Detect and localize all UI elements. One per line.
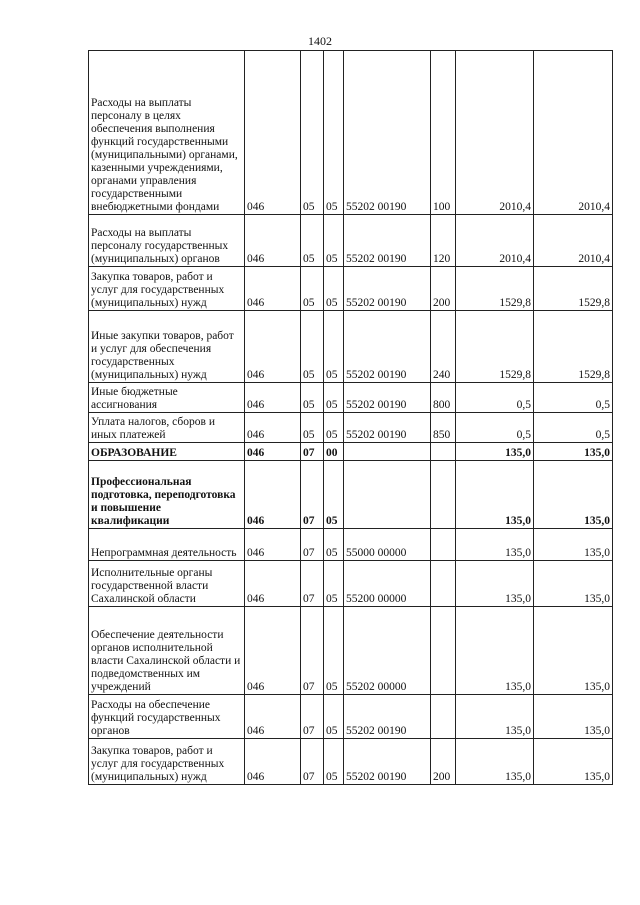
- row-subsection-code: 05: [324, 739, 344, 785]
- row-subsection-code: 05: [324, 529, 344, 561]
- table-row: [89, 739, 613, 785]
- row-amount-year1: 135,0: [456, 695, 534, 739]
- row-admin-code: 046: [245, 561, 301, 607]
- row-subsection-code: 05: [324, 607, 344, 695]
- row-expense-type-code: [431, 561, 456, 607]
- row-target-article-code: 55202 00000: [344, 607, 431, 695]
- row-amount-year1: 0,5: [456, 413, 534, 443]
- row-section-code: 05: [301, 383, 324, 413]
- row-subsection-code: 05: [324, 383, 344, 413]
- row-amount-year2: 2010,4: [534, 215, 613, 267]
- row-name: Уплата налогов, сборов и иных платежей: [89, 413, 245, 443]
- row-target-article-code: 55202 00190: [344, 51, 431, 215]
- row-admin-code: 046: [245, 443, 301, 461]
- row-section-code: 07: [301, 561, 324, 607]
- row-expense-type-code: 120: [431, 215, 456, 267]
- row-expense-type-code: [431, 443, 456, 461]
- row-target-article-code: 55202 00190: [344, 383, 431, 413]
- row-amount-year1: 135,0: [456, 607, 534, 695]
- row-section-code: 05: [301, 413, 324, 443]
- row-amount-year2: 135,0: [534, 695, 613, 739]
- row-amount-year2: 135,0: [534, 443, 613, 461]
- row-name: Обеспечение деятельности органов исполнительной власти Сахалинской области и подведомственных им учреждений: [89, 607, 245, 695]
- row-amount-year1: 1529,8: [456, 267, 534, 311]
- row-subsection-code: 05: [324, 695, 344, 739]
- row-admin-code: 046: [245, 695, 301, 739]
- table-row: [89, 529, 613, 561]
- row-expense-type-code: 200: [431, 739, 456, 785]
- row-target-article-code: 55202 00190: [344, 739, 431, 785]
- row-amount-year2: 135,0: [534, 739, 613, 785]
- row-subsection-code: 05: [324, 413, 344, 443]
- row-target-article-code: 55202 00190: [344, 695, 431, 739]
- row-name: Закупка товаров, работ и услуг для государственных (муниципальных) нужд: [89, 739, 245, 785]
- row-admin-code: 046: [245, 739, 301, 785]
- table-row: [89, 461, 613, 529]
- row-expense-type-code: [431, 529, 456, 561]
- row-section-code: 07: [301, 607, 324, 695]
- table-row: [89, 607, 613, 695]
- row-target-article-code: 55202 00190: [344, 311, 431, 383]
- row-expense-type-code: 240: [431, 311, 456, 383]
- row-target-article-code: 55202 00190: [344, 267, 431, 311]
- table-row: [89, 443, 613, 461]
- row-expense-type-code: [431, 695, 456, 739]
- row-section-code: 07: [301, 461, 324, 529]
- row-amount-year2: 135,0: [534, 607, 613, 695]
- row-amount-year1: 1529,8: [456, 311, 534, 383]
- row-name: ОБРАЗОВАНИЕ: [89, 443, 245, 461]
- row-amount-year2: 135,0: [534, 561, 613, 607]
- budget-table: [88, 50, 613, 785]
- row-subsection-code: 05: [324, 215, 344, 267]
- row-amount-year2: 1529,8: [534, 267, 613, 311]
- row-expense-type-code: 850: [431, 413, 456, 443]
- table-row: [89, 311, 613, 383]
- table-row: [89, 215, 613, 267]
- row-subsection-code: 05: [324, 311, 344, 383]
- row-amount-year1: 2010,4: [456, 215, 534, 267]
- row-name: Иные закупки товаров, работ и услуг для обеспечения государственных (муниципальных) нужд: [89, 311, 245, 383]
- row-admin-code: 046: [245, 529, 301, 561]
- row-expense-type-code: 200: [431, 267, 456, 311]
- row-name: Расходы на выплаты персоналу государственных (муниципальных) органов: [89, 215, 245, 267]
- row-admin-code: 046: [245, 413, 301, 443]
- row-amount-year1: 135,0: [456, 739, 534, 785]
- row-expense-type-code: [431, 607, 456, 695]
- row-subsection-code: 05: [324, 561, 344, 607]
- table-row: [89, 267, 613, 311]
- row-target-article-code: 55200 00000: [344, 561, 431, 607]
- row-name: Непрограммная деятельность: [89, 529, 245, 561]
- row-target-article-code: 55202 00190: [344, 413, 431, 443]
- page-number: 1402: [308, 34, 332, 48]
- row-amount-year2: 0,5: [534, 413, 613, 443]
- row-section-code: 05: [301, 311, 324, 383]
- row-name: Расходы на обеспечение функций государственных органов: [89, 695, 245, 739]
- row-amount-year1: 135,0: [456, 443, 534, 461]
- row-subsection-code: 00: [324, 443, 344, 461]
- row-name: Иные бюджетные ассигнования: [89, 383, 245, 413]
- row-admin-code: 046: [245, 215, 301, 267]
- row-subsection-code: 05: [324, 461, 344, 529]
- table-row: [89, 695, 613, 739]
- row-name: Расходы на выплаты персоналу в целях обеспечения выполнения функций государственными (муниципальными) органами, казенными учреждениями, органами управления государственными внебюджетными фондами: [89, 51, 245, 215]
- row-section-code: 05: [301, 215, 324, 267]
- row-admin-code: 046: [245, 461, 301, 529]
- row-admin-code: 046: [245, 267, 301, 311]
- row-amount-year1: 0,5: [456, 383, 534, 413]
- row-section-code: 05: [301, 267, 324, 311]
- row-section-code: 05: [301, 51, 324, 215]
- row-amount-year2: 1529,8: [534, 311, 613, 383]
- row-expense-type-code: 100: [431, 51, 456, 215]
- row-subsection-code: 05: [324, 51, 344, 215]
- row-target-article-code: [344, 461, 431, 529]
- row-section-code: 07: [301, 739, 324, 785]
- row-amount-year1: 2010,4: [456, 51, 534, 215]
- table-row: [89, 561, 613, 607]
- table-row: [89, 383, 613, 413]
- row-name: Исполнительные органы государственной власти Сахалинской области: [89, 561, 245, 607]
- row-admin-code: 046: [245, 383, 301, 413]
- table-row: [89, 51, 613, 215]
- row-amount-year2: 135,0: [534, 461, 613, 529]
- row-admin-code: 046: [245, 607, 301, 695]
- row-section-code: 07: [301, 695, 324, 739]
- row-amount-year1: 135,0: [456, 561, 534, 607]
- row-amount-year1: 135,0: [456, 529, 534, 561]
- row-target-article-code: 55000 00000: [344, 529, 431, 561]
- row-name: Закупка товаров, работ и услуг для государственных (муниципальных) нужд: [89, 267, 245, 311]
- row-amount-year1: 135,0: [456, 461, 534, 529]
- row-section-code: 07: [301, 529, 324, 561]
- row-amount-year2: 135,0: [534, 529, 613, 561]
- row-target-article-code: [344, 443, 431, 461]
- row-amount-year2: 2010,4: [534, 51, 613, 215]
- row-expense-type-code: 800: [431, 383, 456, 413]
- row-admin-code: 046: [245, 51, 301, 215]
- row-name: Профессиональная подготовка, переподготовка и повышение квалификации: [89, 461, 245, 529]
- row-subsection-code: 05: [324, 267, 344, 311]
- row-admin-code: 046: [245, 311, 301, 383]
- row-section-code: 07: [301, 443, 324, 461]
- row-expense-type-code: [431, 461, 456, 529]
- table-row: [89, 413, 613, 443]
- row-target-article-code: 55202 00190: [344, 215, 431, 267]
- row-amount-year2: 0,5: [534, 383, 613, 413]
